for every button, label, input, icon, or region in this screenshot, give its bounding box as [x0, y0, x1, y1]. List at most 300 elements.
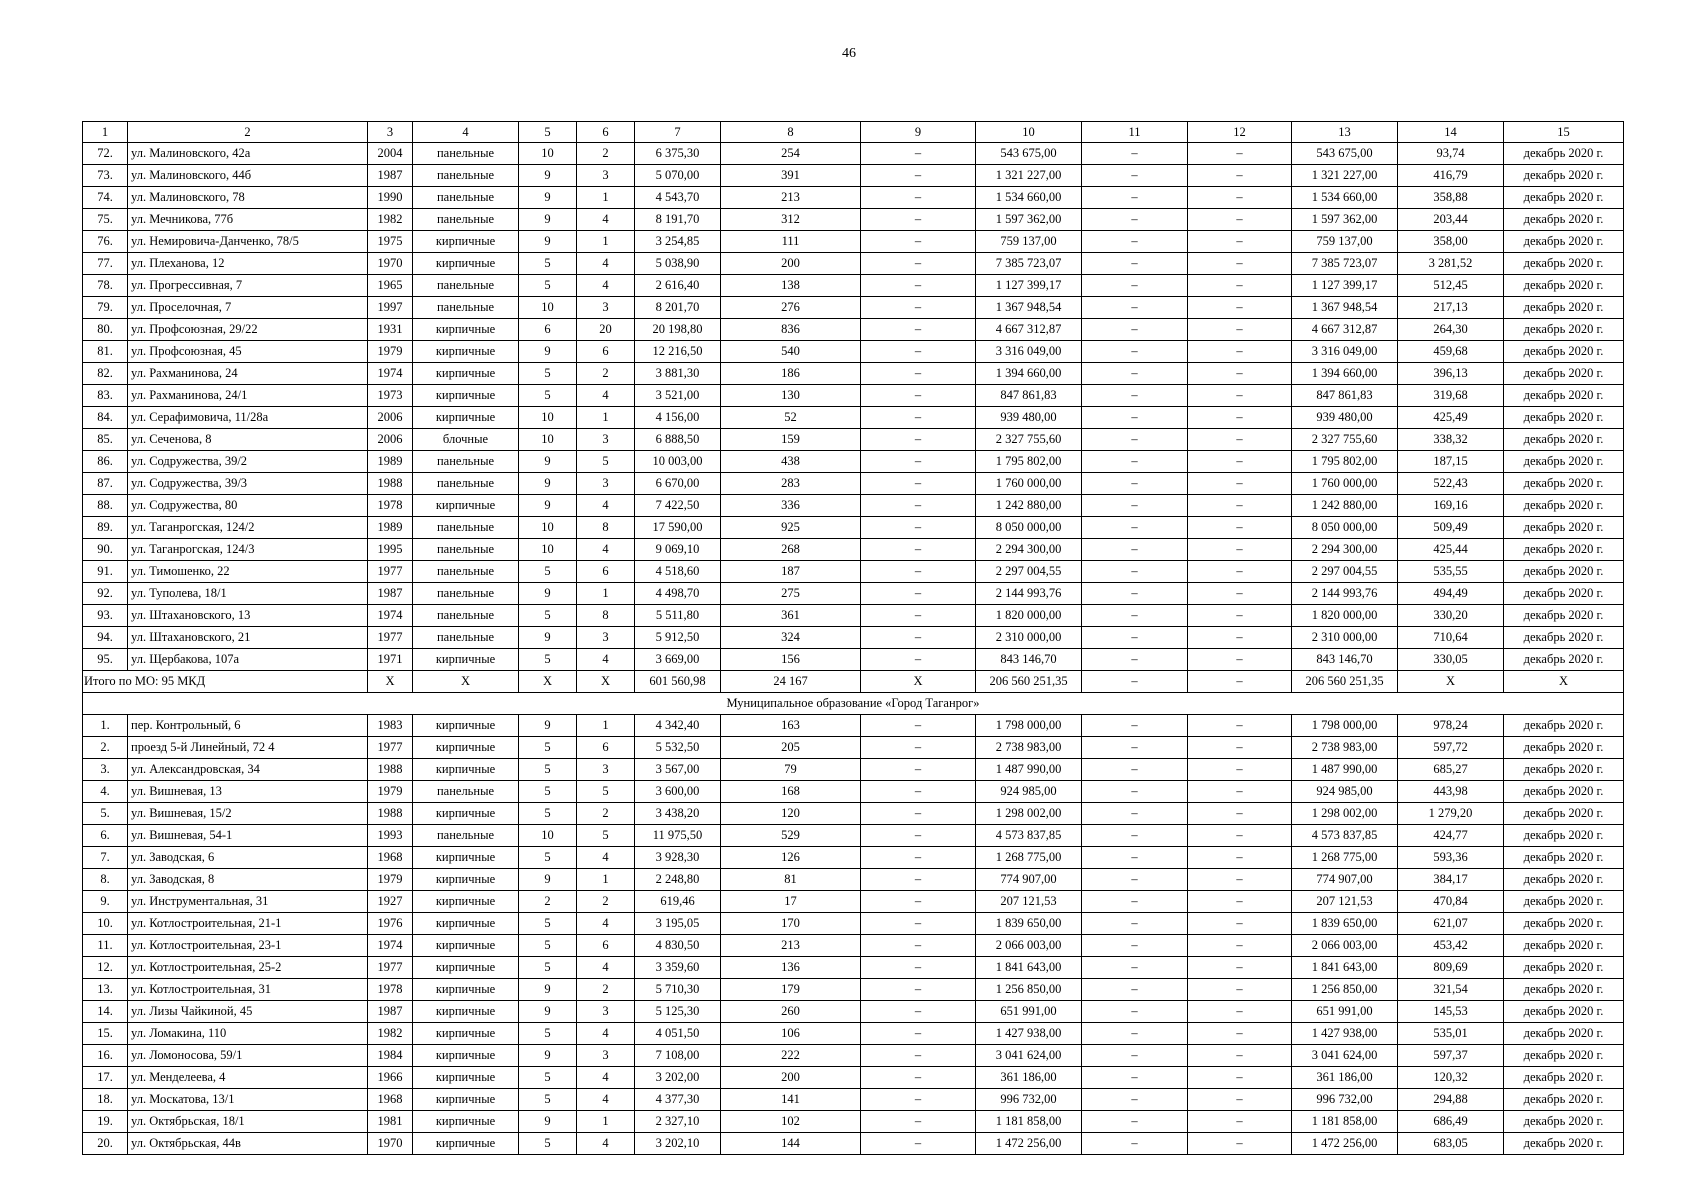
table-cell: 1 298 002,00: [1292, 803, 1398, 825]
table-cell: 651 991,00: [976, 1001, 1082, 1023]
table-cell: 4 051,50: [635, 1023, 721, 1045]
table-cell: –: [1082, 847, 1188, 869]
table-cell: –: [861, 429, 976, 451]
table-cell: 5 125,30: [635, 1001, 721, 1023]
address-cell: ул. Котлостроительная, 25-2: [128, 957, 368, 979]
address-cell: ул. Котлостроительная, 31: [128, 979, 368, 1001]
table-cell: кирпичные: [413, 231, 519, 253]
table-cell: декабрь 2020 г.: [1504, 737, 1624, 759]
table-cell: 5: [519, 649, 577, 671]
table-cell: 391: [721, 165, 861, 187]
table-cell: –: [1188, 517, 1292, 539]
address-cell: ул. Серафимовича, 11/28а: [128, 407, 368, 429]
table-cell: панельные: [413, 165, 519, 187]
table-cell: 2 294 300,00: [1292, 539, 1398, 561]
table-row: [83, 847, 1624, 869]
table-cell: –: [1188, 275, 1292, 297]
table-cell: 774 907,00: [1292, 869, 1398, 891]
table-row: [83, 803, 1624, 825]
address-cell: проезд 5-й Линейный, 72 4: [128, 737, 368, 759]
table-cell: декабрь 2020 г.: [1504, 847, 1624, 869]
table-cell: 3.: [83, 759, 128, 781]
table-cell: декабрь 2020 г.: [1504, 1089, 1624, 1111]
table-cell: 6: [577, 561, 635, 583]
table-cell: 1 760 000,00: [1292, 473, 1398, 495]
table-row: [83, 715, 1624, 737]
table-cell: 2006: [368, 407, 413, 429]
table-cell: 6: [577, 935, 635, 957]
table-cell: 1 242 880,00: [976, 495, 1082, 517]
table-cell: 1 760 000,00: [976, 473, 1082, 495]
table-cell: 924 985,00: [976, 781, 1082, 803]
table-cell: 3 254,85: [635, 231, 721, 253]
table-cell: 1987: [368, 1001, 413, 1023]
table-cell: 10: [519, 143, 577, 165]
table-cell: 3 195,05: [635, 913, 721, 935]
table-cell: 5: [519, 803, 577, 825]
address-cell: ул. Проселочная, 7: [128, 297, 368, 319]
table-cell: 1977: [368, 627, 413, 649]
table-cell: 5.: [83, 803, 128, 825]
table-cell: 9: [519, 1001, 577, 1023]
table-cell: 2 294 300,00: [976, 539, 1082, 561]
table-cell: 1 798 000,00: [976, 715, 1082, 737]
table-cell: –: [861, 913, 976, 935]
table-row: [83, 451, 1624, 473]
table-cell: 11 975,50: [635, 825, 721, 847]
address-cell: ул. Заводская, 8: [128, 869, 368, 891]
table-cell: 1982: [368, 209, 413, 231]
table-cell: 438: [721, 451, 861, 473]
table-cell: 1 534 660,00: [976, 187, 1082, 209]
table-cell: 1 321 227,00: [1292, 165, 1398, 187]
table-cell: декабрь 2020 г.: [1504, 1111, 1624, 1133]
address-cell: ул. Москатова, 13/1: [128, 1089, 368, 1111]
table-cell: 1995: [368, 539, 413, 561]
table-cell: 924 985,00: [1292, 781, 1398, 803]
table-cell: –: [1188, 847, 1292, 869]
total-label: Итого по МО: 95 МКД: [83, 671, 368, 693]
table-cell: декабрь 2020 г.: [1504, 957, 1624, 979]
table-cell: декабрь 2020 г.: [1504, 715, 1624, 737]
table-cell: кирпичные: [413, 847, 519, 869]
table-cell: 145,53: [1398, 1001, 1504, 1023]
table-cell: 5: [519, 605, 577, 627]
table-cell: 330,20: [1398, 605, 1504, 627]
table-cell: 7 108,00: [635, 1045, 721, 1067]
table-cell: 3: [577, 1001, 635, 1023]
table-cell: –: [1188, 715, 1292, 737]
table-row: [83, 627, 1624, 649]
table-cell: 169,16: [1398, 495, 1504, 517]
table-cell: декабрь 2020 г.: [1504, 209, 1624, 231]
table-cell: кирпичные: [413, 363, 519, 385]
table-cell: 9: [519, 473, 577, 495]
table-cell: 12.: [83, 957, 128, 979]
table-cell: 1978: [368, 979, 413, 1001]
table-cell: панельные: [413, 209, 519, 231]
table-row: [83, 561, 1624, 583]
table-cell: 4: [577, 1023, 635, 1045]
table-cell: кирпичные: [413, 253, 519, 275]
table-cell: 78.: [83, 275, 128, 297]
table-row: [83, 781, 1624, 803]
table-cell: 4 498,70: [635, 583, 721, 605]
table-cell: 9: [519, 341, 577, 363]
table-cell: –: [1082, 429, 1188, 451]
table-cell: кирпичные: [413, 979, 519, 1001]
table-cell: 1990: [368, 187, 413, 209]
table-cell: 87.: [83, 473, 128, 495]
table-cell: 1: [577, 1111, 635, 1133]
table-cell: –: [1188, 451, 1292, 473]
table-cell: 597,37: [1398, 1045, 1504, 1067]
table-cell: –: [861, 803, 976, 825]
table-cell: декабрь 2020 г.: [1504, 913, 1624, 935]
table-cell: блочные: [413, 429, 519, 451]
table-cell: –: [1082, 957, 1188, 979]
table-cell: 847 861,83: [976, 385, 1082, 407]
table-cell: 1 472 256,00: [976, 1133, 1082, 1155]
table-cell: 5 070,00: [635, 165, 721, 187]
address-cell: ул. Лизы Чайкиной, 45: [128, 1001, 368, 1023]
table-cell: кирпичные: [413, 1023, 519, 1045]
table-cell: –: [1188, 1089, 1292, 1111]
address-cell: ул. Ломоносова, 59/1: [128, 1045, 368, 1067]
table-row: [83, 231, 1624, 253]
table-cell: –: [1082, 143, 1188, 165]
table-row: [83, 385, 1624, 407]
table-cell: 268: [721, 539, 861, 561]
table-cell: 205: [721, 737, 861, 759]
table-row: [83, 913, 1624, 935]
table-cell: 187,15: [1398, 451, 1504, 473]
table-row: [83, 1067, 1624, 1089]
table-cell: 93.: [83, 605, 128, 627]
table-cell: –: [861, 1045, 976, 1067]
address-cell: ул. Сеченова, 8: [128, 429, 368, 451]
table-cell: 120,32: [1398, 1067, 1504, 1089]
table-cell: 1989: [368, 517, 413, 539]
table-row: [83, 143, 1624, 165]
table-cell: 2004: [368, 143, 413, 165]
table-cell: 5: [519, 759, 577, 781]
table-cell: 3: [577, 297, 635, 319]
table-cell: 324: [721, 627, 861, 649]
table-cell: –: [861, 1089, 976, 1111]
table-cell: –: [1082, 517, 1188, 539]
table-cell: 4 573 837,85: [1292, 825, 1398, 847]
table-cell: 3: [577, 1045, 635, 1067]
table-cell: 3 881,30: [635, 363, 721, 385]
table-cell: 207 121,53: [1292, 891, 1398, 913]
table-cell: –: [1082, 715, 1188, 737]
table-cell: –: [1188, 869, 1292, 891]
table-cell: 13.: [83, 979, 128, 1001]
table-cell: –: [1082, 209, 1188, 231]
table-cell: кирпичные: [413, 385, 519, 407]
table-cell: 10: [519, 825, 577, 847]
table-cell: –: [861, 1067, 976, 1089]
table-row: [83, 979, 1624, 1001]
table-cell: 5: [519, 385, 577, 407]
table-cell: –: [861, 781, 976, 803]
table-cell: кирпичные: [413, 803, 519, 825]
table-cell: 338,32: [1398, 429, 1504, 451]
table-cell: декабрь 2020 г.: [1504, 979, 1624, 1001]
table-cell: 1979: [368, 781, 413, 803]
table-cell: –: [1082, 979, 1188, 1001]
table-cell: 89.: [83, 517, 128, 539]
total-cell: Х: [519, 671, 577, 693]
table-cell: 217,13: [1398, 297, 1504, 319]
table-cell: –: [861, 825, 976, 847]
table-cell: 264,30: [1398, 319, 1504, 341]
address-cell: ул. Малиновского, 42а: [128, 143, 368, 165]
table-cell: 1977: [368, 737, 413, 759]
table-cell: 321,54: [1398, 979, 1504, 1001]
table-cell: –: [861, 1001, 976, 1023]
address-cell: ул. Заводская, 6: [128, 847, 368, 869]
table-cell: 1: [577, 187, 635, 209]
table-cell: –: [1188, 473, 1292, 495]
table-cell: 5: [519, 363, 577, 385]
table-cell: 9: [519, 187, 577, 209]
table-row: [83, 759, 1624, 781]
table-cell: 1968: [368, 1089, 413, 1111]
table-cell: 312: [721, 209, 861, 231]
table-cell: 425,49: [1398, 407, 1504, 429]
table-row: [83, 275, 1624, 297]
table-cell: панельные: [413, 627, 519, 649]
table-cell: –: [861, 275, 976, 297]
column-number: 3: [368, 122, 413, 143]
table-cell: 254: [721, 143, 861, 165]
table-cell: –: [1188, 935, 1292, 957]
table-cell: 7 422,50: [635, 495, 721, 517]
table-cell: 5: [519, 913, 577, 935]
table-cell: 2 144 993,76: [1292, 583, 1398, 605]
table-cell: 3: [577, 165, 635, 187]
table-cell: 77.: [83, 253, 128, 275]
table-cell: 4: [577, 385, 635, 407]
table-cell: 6 375,30: [635, 143, 721, 165]
table-cell: 9: [519, 495, 577, 517]
table-cell: 84.: [83, 407, 128, 429]
table-cell: 1927: [368, 891, 413, 913]
table-cell: 1 487 990,00: [976, 759, 1082, 781]
table-cell: –: [1082, 165, 1188, 187]
total-cell: Х: [413, 671, 519, 693]
table-cell: –: [861, 297, 976, 319]
table-cell: 2 738 983,00: [1292, 737, 1398, 759]
table-cell: 4 377,30: [635, 1089, 721, 1111]
table-cell: 685,27: [1398, 759, 1504, 781]
table-cell: 8.: [83, 869, 128, 891]
table-cell: декабрь 2020 г.: [1504, 605, 1624, 627]
table-cell: –: [1082, 187, 1188, 209]
table-row: [83, 1045, 1624, 1067]
table-cell: –: [1082, 869, 1188, 891]
table-cell: 3: [577, 759, 635, 781]
column-number: 4: [413, 122, 519, 143]
table-cell: 75.: [83, 209, 128, 231]
address-cell: ул. Плеханова, 12: [128, 253, 368, 275]
table-cell: –: [1082, 473, 1188, 495]
table-cell: 6 888,50: [635, 429, 721, 451]
table-cell: 836: [721, 319, 861, 341]
table-row: [83, 649, 1624, 671]
table-cell: 52: [721, 407, 861, 429]
table-cell: 4.: [83, 781, 128, 803]
table-cell: 1 795 802,00: [1292, 451, 1398, 473]
table-cell: –: [1188, 737, 1292, 759]
table-cell: декабрь 2020 г.: [1504, 495, 1624, 517]
table-cell: декабрь 2020 г.: [1504, 583, 1624, 605]
table-row: [83, 1089, 1624, 1111]
table-cell: 6 670,00: [635, 473, 721, 495]
total-row: [83, 671, 1624, 693]
table-cell: –: [1188, 605, 1292, 627]
total-cell: Х: [1398, 671, 1504, 693]
table-cell: 1931: [368, 319, 413, 341]
table-cell: декабрь 2020 г.: [1504, 143, 1624, 165]
table-cell: 7.: [83, 847, 128, 869]
table-cell: 939 480,00: [976, 407, 1082, 429]
total-cell: 601 560,98: [635, 671, 721, 693]
table-cell: –: [861, 407, 976, 429]
table-cell: 459,68: [1398, 341, 1504, 363]
table-cell: 1970: [368, 253, 413, 275]
table-cell: 4: [577, 847, 635, 869]
table-cell: 1977: [368, 957, 413, 979]
table-cell: 9: [519, 451, 577, 473]
table-cell: 1 820 000,00: [1292, 605, 1398, 627]
table-cell: –: [1082, 297, 1188, 319]
table-cell: 5: [519, 935, 577, 957]
table-row: [83, 165, 1624, 187]
address-cell: ул. Ломакина, 110: [128, 1023, 368, 1045]
address-cell: ул. Щербакова, 107а: [128, 649, 368, 671]
table-cell: –: [1188, 583, 1292, 605]
table-cell: декабрь 2020 г.: [1504, 825, 1624, 847]
table-cell: 10: [519, 539, 577, 561]
table-cell: 416,79: [1398, 165, 1504, 187]
table-cell: декабрь 2020 г.: [1504, 451, 1624, 473]
address-cell: ул. Мечникова, 77б: [128, 209, 368, 231]
table-cell: 8 191,70: [635, 209, 721, 231]
table-cell: 3 521,00: [635, 385, 721, 407]
table-cell: 2 297 004,55: [976, 561, 1082, 583]
table-cell: –: [861, 165, 976, 187]
table-cell: 6: [519, 319, 577, 341]
table-cell: декабрь 2020 г.: [1504, 385, 1624, 407]
table-cell: 1 127 399,17: [1292, 275, 1398, 297]
table-cell: панельные: [413, 825, 519, 847]
table-cell: 7 385 723,07: [1292, 253, 1398, 275]
table-cell: 6.: [83, 825, 128, 847]
table-cell: 4 518,60: [635, 561, 721, 583]
table-cell: 86.: [83, 451, 128, 473]
table-cell: декабрь 2020 г.: [1504, 187, 1624, 209]
table-cell: –: [1188, 1045, 1292, 1067]
table-cell: 5 532,50: [635, 737, 721, 759]
column-number: 13: [1292, 122, 1398, 143]
table-cell: –: [861, 1133, 976, 1155]
table-cell: 5 710,30: [635, 979, 721, 1001]
table-cell: декабрь 2020 г.: [1504, 869, 1624, 891]
table-cell: 213: [721, 935, 861, 957]
table-cell: 2.: [83, 737, 128, 759]
table-cell: декабрь 2020 г.: [1504, 473, 1624, 495]
table-cell: 200: [721, 253, 861, 275]
table-cell: –: [1188, 891, 1292, 913]
table-cell: 4: [577, 539, 635, 561]
table-cell: –: [1188, 319, 1292, 341]
table-cell: –: [1188, 803, 1292, 825]
table-cell: 9: [519, 869, 577, 891]
table-cell: 540: [721, 341, 861, 363]
table-cell: 138: [721, 275, 861, 297]
table-cell: 5: [519, 1089, 577, 1111]
address-cell: ул. Котлостроительная, 23-1: [128, 935, 368, 957]
address-cell: ул. Малиновского, 78: [128, 187, 368, 209]
table-cell: –: [1188, 1133, 1292, 1155]
table-cell: 91.: [83, 561, 128, 583]
table-cell: –: [861, 341, 976, 363]
table-cell: 81: [721, 869, 861, 891]
table-cell: 5: [577, 781, 635, 803]
table-cell: 9: [519, 715, 577, 737]
table-cell: 17.: [83, 1067, 128, 1089]
address-cell: ул. Штахановского, 21: [128, 627, 368, 649]
table-cell: декабрь 2020 г.: [1504, 165, 1624, 187]
table-cell: декабрь 2020 г.: [1504, 1133, 1624, 1155]
table-cell: 8 050 000,00: [1292, 517, 1398, 539]
table-cell: 1987: [368, 583, 413, 605]
table-cell: кирпичные: [413, 1067, 519, 1089]
table-cell: декабрь 2020 г.: [1504, 407, 1624, 429]
table-cell: 74.: [83, 187, 128, 209]
table-row: [83, 605, 1624, 627]
table-cell: декабрь 2020 г.: [1504, 891, 1624, 913]
address-cell: ул. Инструментальная, 31: [128, 891, 368, 913]
table-cell: 170: [721, 913, 861, 935]
table-cell: –: [861, 253, 976, 275]
column-number-row: [83, 122, 1624, 143]
table-cell: 4 573 837,85: [976, 825, 1082, 847]
table-cell: 774 907,00: [976, 869, 1082, 891]
table-cell: 5: [519, 561, 577, 583]
table-cell: 2 066 003,00: [1292, 935, 1398, 957]
table-cell: 3 316 049,00: [976, 341, 1082, 363]
table-cell: 1 256 850,00: [976, 979, 1082, 1001]
table-cell: 9: [519, 209, 577, 231]
table-cell: 1977: [368, 561, 413, 583]
table-cell: 9: [519, 583, 577, 605]
table-cell: 1988: [368, 473, 413, 495]
address-cell: ул. Туполева, 18/1: [128, 583, 368, 605]
table-cell: 10: [519, 429, 577, 451]
table-cell: 535,55: [1398, 561, 1504, 583]
table-cell: 2 248,80: [635, 869, 721, 891]
table-cell: кирпичные: [413, 319, 519, 341]
table-cell: –: [1188, 165, 1292, 187]
table-cell: 2: [577, 143, 635, 165]
table-cell: 4 156,00: [635, 407, 721, 429]
column-number: 12: [1188, 122, 1292, 143]
table-cell: кирпичные: [413, 341, 519, 363]
